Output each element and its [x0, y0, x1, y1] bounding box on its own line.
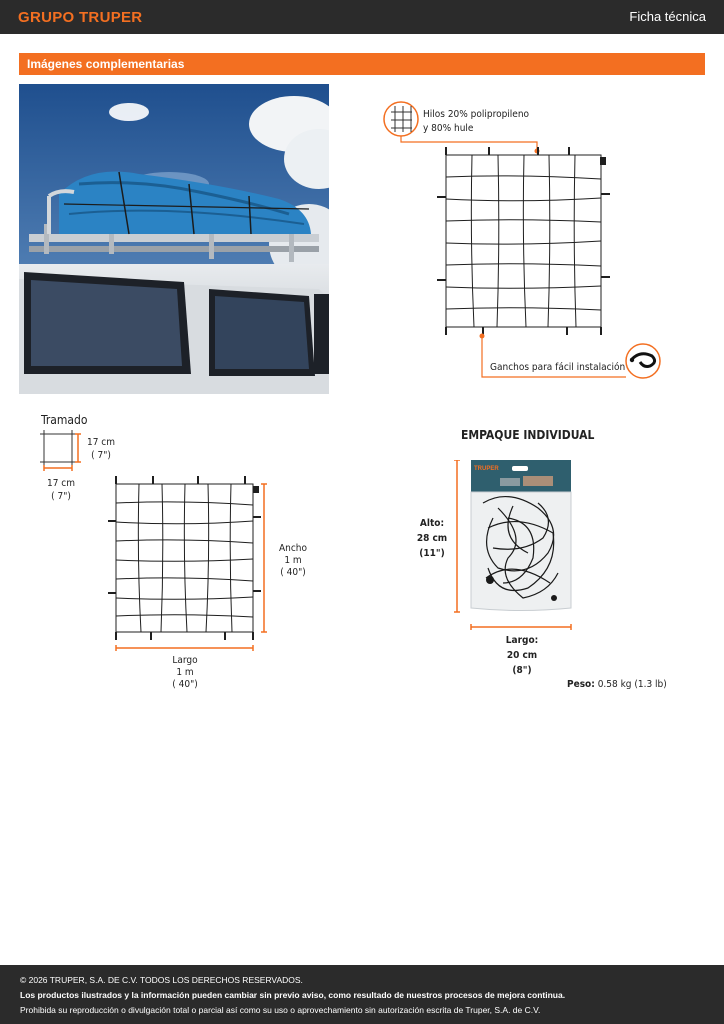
section-title: Imágenes complementarias	[27, 57, 185, 71]
alto-in: (11")	[419, 548, 445, 559]
ancho-in: ( 40")	[280, 567, 306, 578]
net-callout-diagram	[0, 0, 724, 420]
largo-value: 1 m	[176, 667, 194, 678]
mesh-height-cm: 17 cm	[86, 437, 115, 448]
cargo-net-dimension	[116, 484, 253, 632]
footer-notice: Los productos ilustrados y la información pueden cambiar sin previo aviso, como resultado de nuestros procesos de mejora continua.	[20, 990, 566, 1000]
net-width-label	[270, 543, 316, 579]
pkg-largo-in: (8")	[512, 665, 532, 676]
net-dimension-diagram	[0, 460, 724, 700]
footer-copyright: © 2026 TRUPER, S.A. DE C.V. TODOS LOS DERECHOS RESERVADOS.	[20, 975, 303, 985]
doc-type-label: Ficha técnica	[629, 9, 706, 24]
material-line-2: y 80% hule	[423, 123, 474, 134]
largo-in: ( 40")	[172, 679, 198, 690]
material-callout	[423, 108, 529, 136]
package-image	[468, 458, 578, 613]
ancho-label: Ancho	[278, 543, 307, 554]
package-height-label	[415, 516, 449, 561]
mesh-title: Tramado	[41, 413, 88, 427]
footer-prohibition: Prohibida su reproducción o divulgación total o parcial así como su uso o aprovechamiento sin autorización escrita de Truper, S.A. de C.V.	[20, 1005, 541, 1015]
footer	[0, 965, 724, 1024]
mesh-width-in: ( 7")	[51, 491, 71, 502]
mesh-width-cm: 17 cm	[46, 478, 75, 489]
largo-label: Largo	[172, 655, 198, 666]
pkg-largo-value: 20 cm	[506, 650, 538, 661]
pkg-largo-label: Largo:	[505, 635, 539, 646]
ancho-value: 1 m	[284, 555, 302, 566]
weight-info	[567, 679, 667, 690]
material-line-1: Hilos 20% polipropileno	[423, 109, 530, 120]
cargo-net-top	[446, 155, 601, 327]
package-brand: TRUPER	[474, 466, 499, 472]
mesh-height-in: ( 7")	[91, 450, 111, 461]
package-length-label	[498, 633, 546, 678]
alto-value: 28 cm	[416, 533, 448, 544]
alto-label: Alto:	[419, 518, 445, 529]
weight-value: 0.58 kg (1.3 lb)	[597, 679, 667, 690]
mesh-height-label	[84, 436, 118, 462]
net-length-label	[160, 655, 210, 691]
brand-logo: GRUPO TRUPER	[18, 9, 143, 26]
package-title: EMPAQUE INDIVIDUAL	[461, 428, 595, 442]
weight-label: Peso:	[567, 679, 595, 690]
hooks-callout: Ganchos para fácil instalación	[490, 362, 626, 373]
